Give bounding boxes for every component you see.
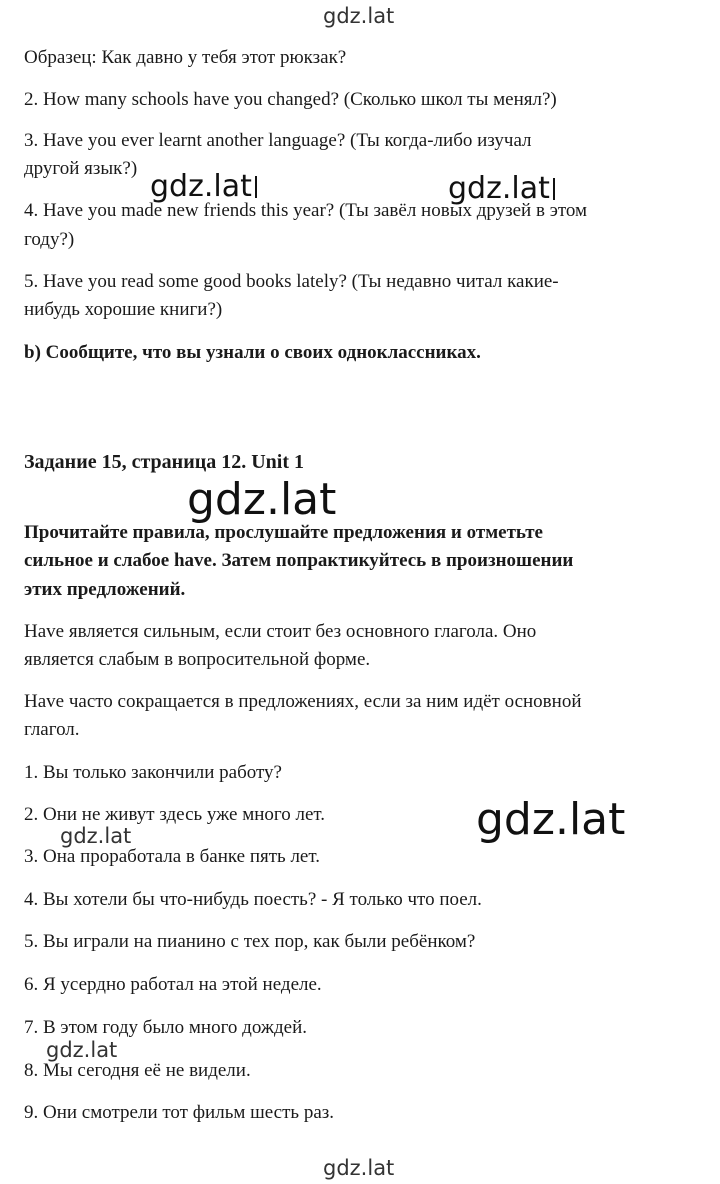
task-b-heading: b) Сообщите, что вы узнали о своих одноклассниках.: [24, 342, 481, 363]
task-title: Задание 15, страница 12. Unit 1: [24, 451, 305, 473]
watermark-header: gdz.lat: [323, 4, 395, 28]
watermark-mid-right: gdz.lat: [448, 174, 555, 204]
sentence-5: 5. Вы играли на пианино с тех пор, как были ребёнком?: [24, 931, 476, 952]
cursor-mark: [553, 178, 555, 200]
cursor-mark: [255, 176, 257, 198]
instruction-line-3: этих предложений.: [24, 579, 186, 600]
question-line-5b: нибудь хорошие книги?): [24, 299, 223, 320]
sentence-1: 1. Вы только закончили работу?: [24, 762, 282, 783]
watermark-heading: gdz.lat: [187, 474, 337, 525]
sentence-7: 7. В этом году было много дождей.: [24, 1017, 307, 1038]
sample-line: Образец: Как давно у тебя этот рюкзак?: [24, 47, 347, 68]
instruction-line-1: Прочитайте правила, прослушайте предложения и отметьте: [24, 522, 543, 543]
question-line-2: 2. How many schools have you changed? (Сколько школ ты менял?): [24, 89, 557, 110]
sentence-2: 2. Они не живут здесь уже много лет.: [24, 804, 326, 825]
rule-line-1: Have является сильным, если стоит без основного глагола. Оно: [24, 621, 537, 642]
question-line-3b: другой язык?): [24, 158, 138, 179]
sentence-9: 9. Они смотрели тот фильм шесть раз.: [24, 1102, 335, 1123]
watermark-left-small-2: gdz.lat: [46, 1038, 118, 1062]
watermark-mid-left: gdz.lat: [150, 172, 257, 202]
sentence-4: 4. Вы хотели бы что-нибудь поесть? - Я только что поел.: [24, 889, 482, 910]
question-line-3a: 3. Have you ever learnt another language? (Ты когда-либо изучал: [24, 130, 532, 151]
question-line-4a: 4. Have you made new friends this year? (Ты завёл новых друзей в этом: [24, 200, 588, 221]
sentence-8: 8. Мы сегодня её не видели.: [24, 1060, 251, 1081]
rule-line-3: Have часто сокращается в предложениях, если за ним идёт основной: [24, 691, 582, 712]
watermark-footer: gdz.lat: [323, 1156, 395, 1180]
sentence-6: 6. Я усердно работал на этой неделе.: [24, 974, 322, 995]
instruction-line-2: сильное и слабое have. Затем попрактикуйтесь в произношении: [24, 550, 574, 571]
watermark-right-large: gdz.lat: [476, 794, 626, 845]
sentence-3: 3. Она проработала в банке пять лет.: [24, 846, 320, 867]
question-line-4b: году?): [24, 229, 75, 250]
question-line-5a: 5. Have you read some good books lately? (Ты недавно читал какие-: [24, 271, 559, 292]
rule-line-4: глагол.: [24, 719, 80, 740]
rule-line-2: является слабым в вопросительной форме.: [24, 649, 371, 670]
watermark-left-small-1: gdz.lat: [60, 824, 132, 848]
